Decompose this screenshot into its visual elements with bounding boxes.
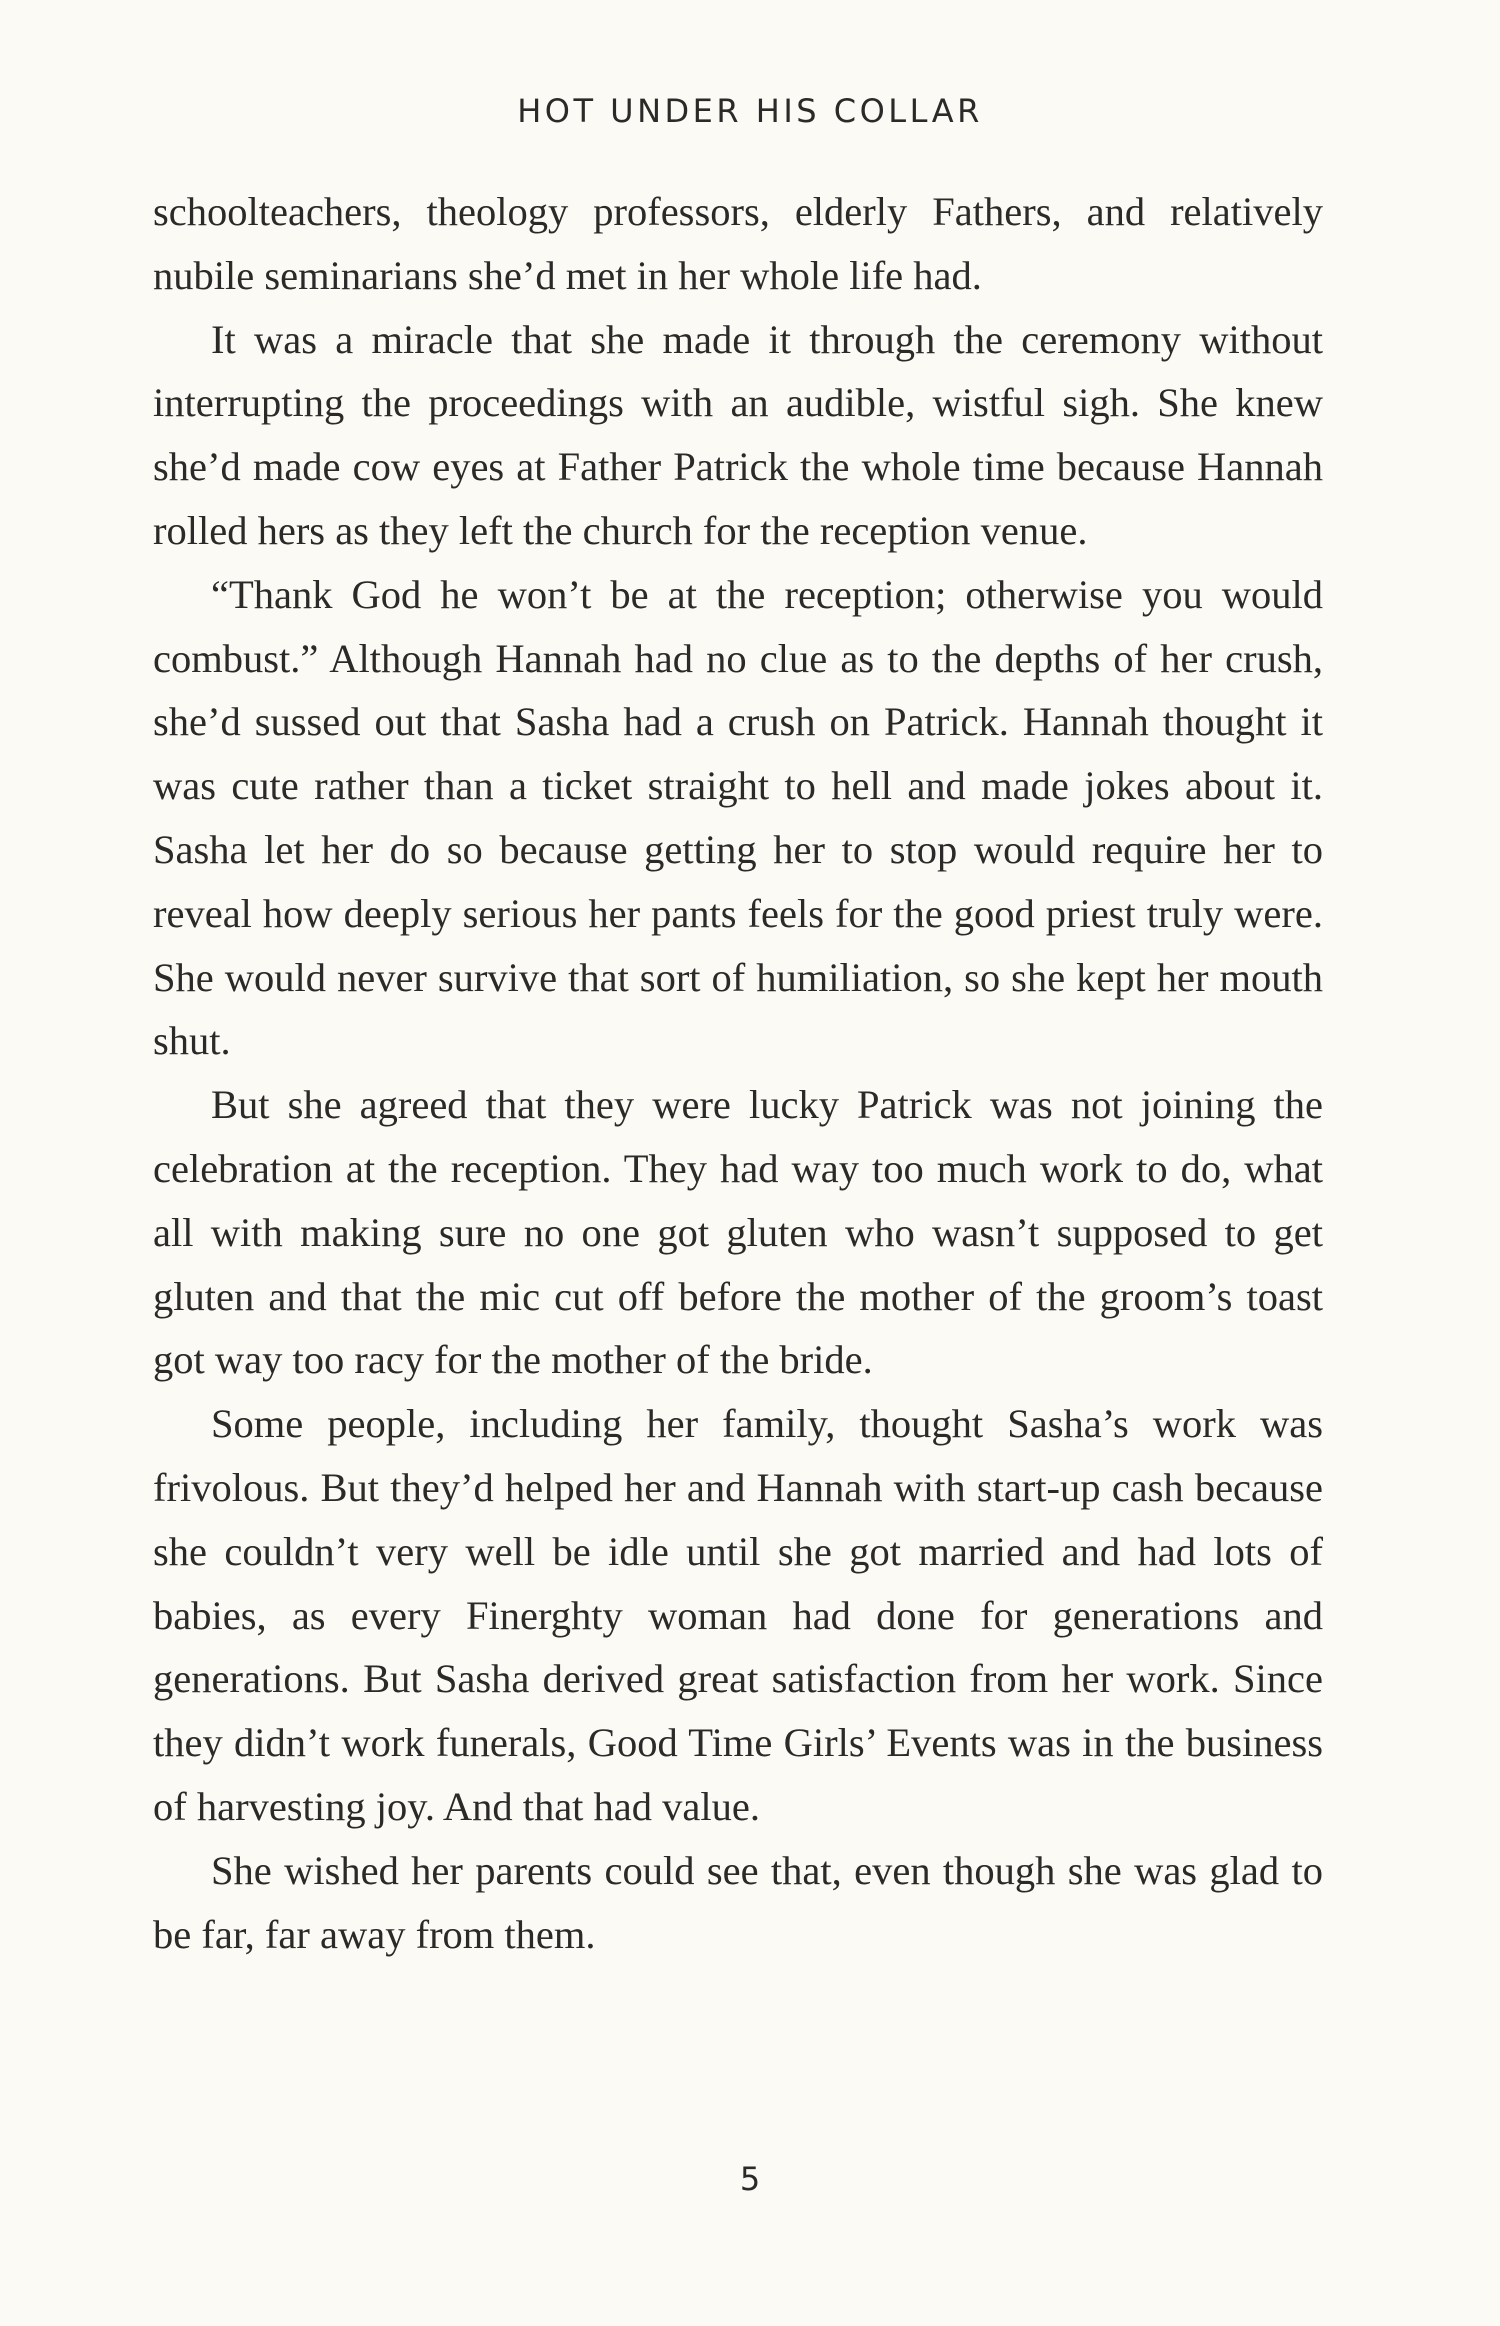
page-number: 5 — [739, 2160, 761, 2198]
body-text — [153, 180, 1323, 1966]
running-head-title: HOT UNDER HIS COLLAR — [517, 92, 983, 130]
paragraph-continuation: schoolteachers, theology professors, elderly Fathers, and relatively nubile seminarians she’d met in her whole life had. — [153, 189, 1323, 298]
paragraph: It was a miracle that she made it through the ceremony without interrupting the proceedings with an audible, wistful sigh. She knew she’d made cow eyes at Father Patrick the whole time because Hannah rolled hers as they left the church for the reception venue. — [153, 316, 1323, 553]
paragraph: But she agreed that they were lucky Patrick was not joining the celebration at the reception. They had way too much work to do, what all with making sure no one got gluten who wasn’t supposed to get gluten and that the mic cut off before the mother of the groom’s toast got way too racy for the mother of the bride. — [153, 1082, 1323, 1383]
paragraph: “Thank God he won’t be at the reception; otherwise you would combust.” Although Hannah had no clue as to the depths of her crush, she’d sussed out that Sasha had a crush on Patrick. Hannah thought it was cute rather than a ticket straight to hell and made jokes about it. Sasha let her do so because getting her to stop would require her to reveal how deeply serious her pants feels for the good priest truly were. She would never survive that sort of humiliation, so she kept her mouth shut. — [153, 571, 1323, 1064]
paragraph: Some people, including her family, thought Sasha’s work was frivolous. But they’d helped her and Hannah with start-up cash because she couldn’t very well be idle until she got married and had lots of babies, as every Finerghty woman had done for generations and generations. But Sasha derived great satisfaction from her work. Since they didn’t work funerals, Good Time Girls’ Events was in the business of harvesting joy. And that had value. — [153, 1401, 1323, 1829]
paragraph: She wished her parents could see that, even though she was glad to be far, far away from them. — [153, 1847, 1323, 1957]
